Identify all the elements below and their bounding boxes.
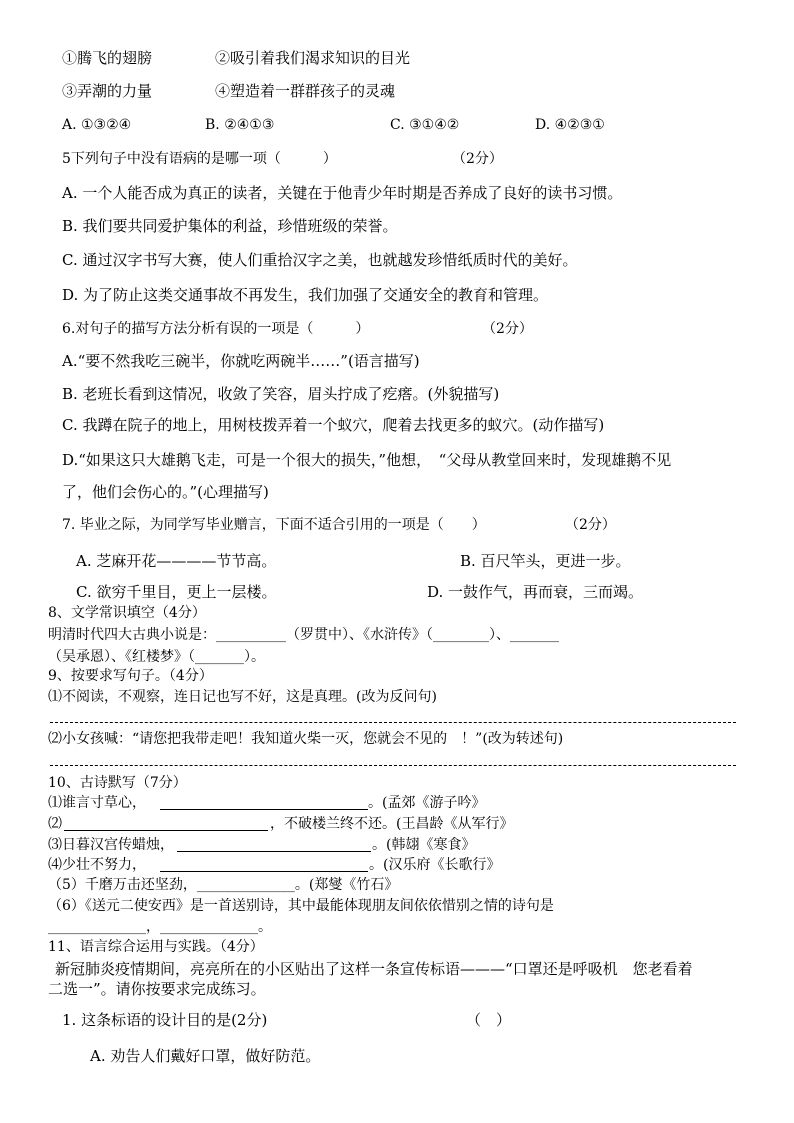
q10-poem-5-blank[interactable]: ______________ (196, 877, 295, 893)
q9-title: 9、按要求写句子。（4分） (48, 668, 213, 684)
q8-blank-1[interactable]: __________ (216, 627, 286, 643)
q11-sub1-stem: 1. 这条标语的设计目的是(2分) (62, 1011, 268, 1029)
q11-sub1-option-a: A. 劝告人们戴好口罩，做好防范。 (90, 1047, 321, 1065)
q9-sentence-1: ⑴不阅读，不观察，连日记也写不好，这是真理。(改为反问句) (48, 689, 437, 705)
q8-line1-text-c: ）、 (489, 627, 510, 643)
q8-line1 (48, 626, 559, 644)
q10-poem-5-lead: （5）千磨万击还坚劲， (48, 877, 197, 893)
q10-poem-4-blank[interactable] (160, 857, 368, 872)
q10-poem-5 (48, 876, 398, 894)
q4-item-4: ④塑造着一群群孩子的灵魂 (215, 82, 396, 100)
q7-score: （2分） (565, 517, 616, 533)
q10-poem-1-lead: ⑴谁言寸草心， (48, 795, 146, 811)
q10-poem-6-stem: （6）《送元二使安西》是一首送别诗，其中最能体现朋友间依依惜别之情的诗句是 (48, 898, 554, 914)
q11-intro-line1: 新冠肺炎疫情期间，亮亮所在的小区贴出了这样一条宣传标语———“口罩还是呼吸机 您老看着 (55, 960, 693, 978)
q10-title: 10、古诗默写（7分） (48, 775, 187, 791)
q11-intro-line2: 二选一”。请你按要求完成练习。 (48, 980, 266, 998)
q9-answer-line-1[interactable] (50, 722, 736, 723)
q5-score: （2分） (452, 151, 503, 167)
q8-blank-3[interactable]: _______ (510, 627, 559, 643)
q6-stem: 6.对句子的描写方法分析有误的一项是（ ） (62, 321, 370, 337)
q6-option-c: C. 我蹲在院子的地上，用树枝拨弄着一个蚁穴，爬着去找更多的蚁穴。(动作描写) (62, 416, 605, 434)
q10-poem-1-source: 。(孟郊《游子吟》 (368, 795, 486, 811)
q10-poem-6-comma: ， (146, 919, 160, 935)
q6-option-d-line2: 了，他们会伤心的。”(心理描写) (62, 483, 269, 501)
q6-option-b: B. 老班长看到这情况，收敛了笑容，眉头拧成了疙瘩。(外貌描写) (62, 385, 500, 403)
q10-poem-2-lead: ⑵ (48, 816, 62, 832)
q6-score: （2分） (482, 321, 533, 337)
q10-poem-4-lead: ⑷少壮不努力， (48, 857, 146, 873)
q4-option-b: B. ②④①③ (205, 117, 275, 133)
q11-title: 11、语言综合运用与实践。（4分） (48, 939, 264, 955)
q8-line1-text-b: （罗贯中）、《水浒传》（ (286, 627, 433, 643)
q8-title: 8、文学常识填空（4分） (48, 605, 206, 621)
q7-option-a: A. 芝麻开花————节节高。 (76, 552, 277, 570)
q10-poem-6-blank-1[interactable]: ______________ (48, 919, 146, 935)
q11-sub1-answer-paren[interactable]: （ ） (466, 1011, 512, 1029)
q10-poem-3-blank[interactable] (177, 837, 371, 852)
q8-blank-4[interactable]: _______ (195, 649, 244, 665)
q10-poem-6-blank-2[interactable]: ______________ (160, 919, 258, 935)
q10-poem-4-source: 。(汉乐府《长歌行》 (369, 857, 501, 873)
q9-sentence-2: ⑵小女孩喊：“请您把我带走吧！我知道火柴一灭，您就会不见的 ！”(改为转述句) (48, 731, 564, 747)
q8-line2-text-b: ）。 (244, 649, 265, 665)
q5-option-b: B. 我们要共同爱护集体的利益，珍惜班级的荣誉。 (62, 217, 398, 235)
q8-line2 (48, 648, 265, 666)
q10-poem-3-source: 。(韩翃《寒食》 (372, 837, 476, 853)
q5-option-a: A. 一个人能否成为真正的读者，关键在于他青少年时期是否养成了良好的读书习惯。 (62, 184, 623, 202)
q8-line2-text-a: （吴承恩）、《红楼梦》（ (48, 649, 195, 665)
q8-blank-2[interactable]: ________ (433, 627, 489, 643)
q7-stem: 7. 毕业之际，为同学写毕业赠言，下面不适合引用的一项是（ ） (62, 517, 486, 533)
q8-line1-text-a: 明清时代四大古典小说是： (48, 627, 216, 643)
q10-poem-6-end: 。 (258, 919, 272, 935)
q10-poem-6-answer (48, 918, 272, 936)
q5-option-d: D. 为了防止这类交通事故不再发生，我们加强了交通安全的教育和管理。 (62, 286, 549, 304)
q10-poem-2-blank[interactable] (64, 816, 268, 831)
q5-stem: 5下列句子中没有语病的是哪一项（ ） (62, 151, 337, 167)
q4-option-a: A. ①③②④ (62, 117, 132, 133)
q4-item-3: ③弄潮的力量 (62, 82, 153, 100)
q4-option-c: C. ③①④② (390, 117, 460, 133)
q10-poem-5-source: 。(郑燮《竹石》 (294, 877, 399, 893)
q10-poem-1-blank[interactable] (160, 795, 368, 810)
q6-option-a: A.“要不然我吃三碗半，你就吃两碗半……”(语言描写) (62, 352, 420, 370)
q9-answer-line-2[interactable] (50, 765, 736, 766)
q7-option-b: B. 百尺竿头，更进一步。 (460, 552, 631, 570)
q5-option-c: C. 通过汉字书写大赛，使人们重拾汉字之美，也就越发珍惜纸质时代的美好。 (62, 251, 578, 269)
q7-option-d: D. 一鼓作气，再而衰，三而竭。 (427, 583, 644, 601)
q10-poem-3-lead: ⑶日暮汉宫传蜡烛， (48, 837, 174, 853)
q4-item-1: ①腾飞的翅膀 (62, 49, 153, 67)
q4-item-2: ②吸引着我们渴求知识的目光 (215, 49, 411, 67)
q7-option-c: C. 欲穷千里目，更上一层楼。 (76, 583, 277, 601)
q4-option-d: D. ④②③① (535, 117, 605, 133)
q6-option-d-line1: D.“如果这只大雄鹅飞走，可是一个很大的损失，”他想， “父母从教堂回来时，发现雄鹅不见 (62, 451, 672, 469)
q10-poem-2-source: ，不破楼兰终不还。(王昌龄《从军行》 (270, 816, 514, 832)
